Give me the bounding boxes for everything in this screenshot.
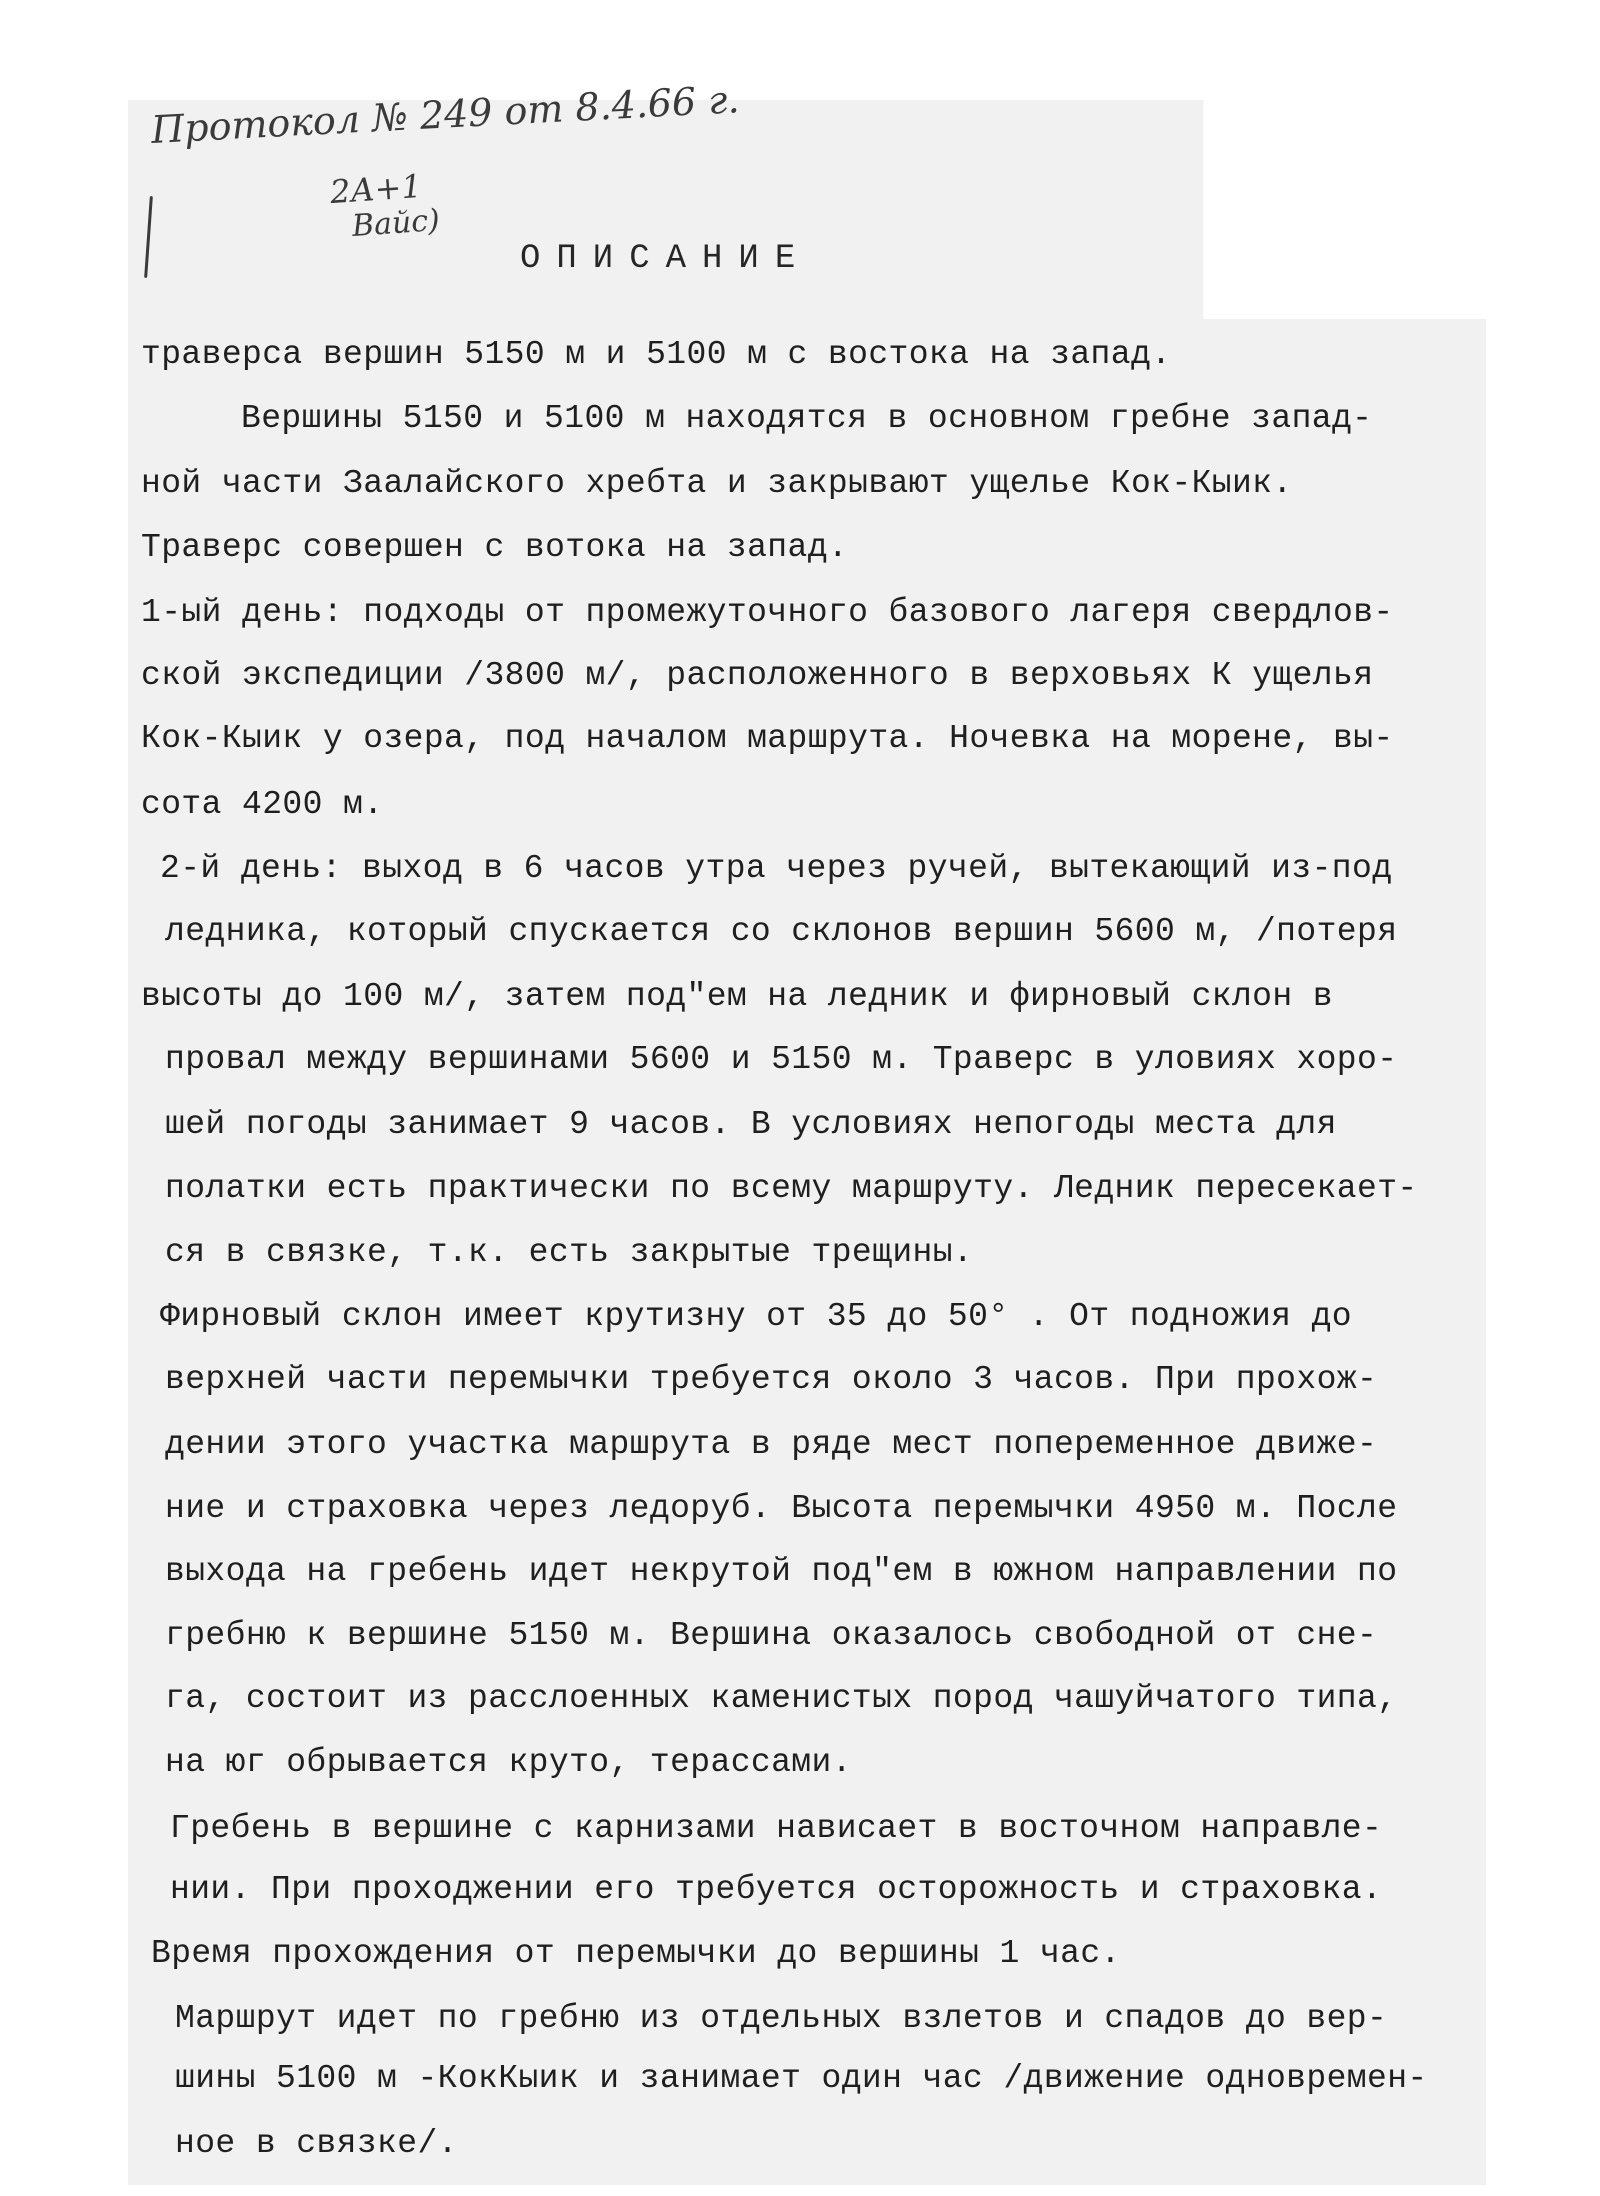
text-line-22: га, состоит из расслоенных каменистых пород чашуйчатого типа, [165,1680,1398,1717]
text-line-27: Маршрут идет по гребню из отдельных взлетов и спадов до вер- [175,2000,1388,2037]
text-line-16: Фирновый склон имеет крутизну от 35 до 50° . От подножия до [160,1298,1352,1335]
text-line-19: ние и страховка через ледоруб. Высота перемычки 4950 м. После [165,1490,1398,1527]
text-line-3: ной части Заалайского хребта и закрывают ущелье Кок-Кыик. [141,465,1293,502]
text-line-23: на юг обрывается круто, терассами. [165,1744,852,1781]
handwritten-name-note: Вайс) [350,202,441,245]
text-line-28: шины 5100 м -КокКыик и занимает один час /движение одновремен- [175,2060,1428,2097]
text-line-10: ледника, который спускается со склонов вершин 5600 м, /потеря [165,913,1398,950]
text-line-5: 1-ый день: подходы от промежуточного базового лагеря свердлов- [141,594,1394,631]
document-heading: ОПИСАНИЕ [520,240,812,278]
text-line-26: Время прохождения от перемычки до вершины 1 час. [151,1935,1121,1972]
text-line-6: ской экспедиции /3800 м/, расположенного в верховьях К ущелья [141,657,1374,694]
text-line-24: Гребень в вершине с карнизами нависает в восточном направле- [170,1810,1383,1847]
text-line-7: Кок-Кыик у озера, под началом маршрута. Ночевка на морене, вы- [141,720,1394,757]
text-line-14: полатки есть практически по всему маршруту. Ледник пересекает- [165,1170,1418,1207]
text-line-1: траверса вершин 5150 м и 5100 м с востока на запад. [141,336,1172,373]
text-line-15: ся в связке, т.к. есть закрытые трещины. [165,1234,974,1271]
text-line-18: дении этого участка маршрута в ряде мест попеременное движе- [165,1426,1378,1463]
text-line-29: ное в связке/. [175,2125,458,2162]
text-line-25: нии. При проходжении его требуется осторожность и страховка. [170,1871,1383,1908]
text-line-20: выхода на гребень идет некрутой под"ем в южном направлении по [165,1553,1398,1590]
handwritten-protocol-note: Протокол № 249 от 8.4.66 г. [150,77,741,152]
text-line-11: высоты до 100 м/, затем под"ем на ледник и фирновый склон в [141,978,1333,1015]
text-line-8: сота 4200 м. [141,786,384,823]
text-line-13: шей погоды занимает 9 часов. В условиях непогоды места для [165,1106,1337,1143]
text-line-12: провал между вершинами 5600 и 5150 м. Траверс в уловиях хоро- [165,1041,1398,1078]
text-line-2: Вершины 5150 и 5100 м находятся в основном гребне запад- [241,400,1373,437]
text-line-17: верхней части перемычки требуется около 3 часов. При прохож- [165,1361,1378,1398]
handwritten-category-note: 2А+1 [328,166,423,212]
text-line-21: гребню к вершине 5150 м. Вершина оказалось свободной от сне- [165,1617,1378,1654]
text-line-4: Траверс совершен с вотока на запад. [141,529,849,566]
text-line-9: 2-й день: выход в 6 часов утра через ручей, вытекающий из-под [160,850,1393,887]
